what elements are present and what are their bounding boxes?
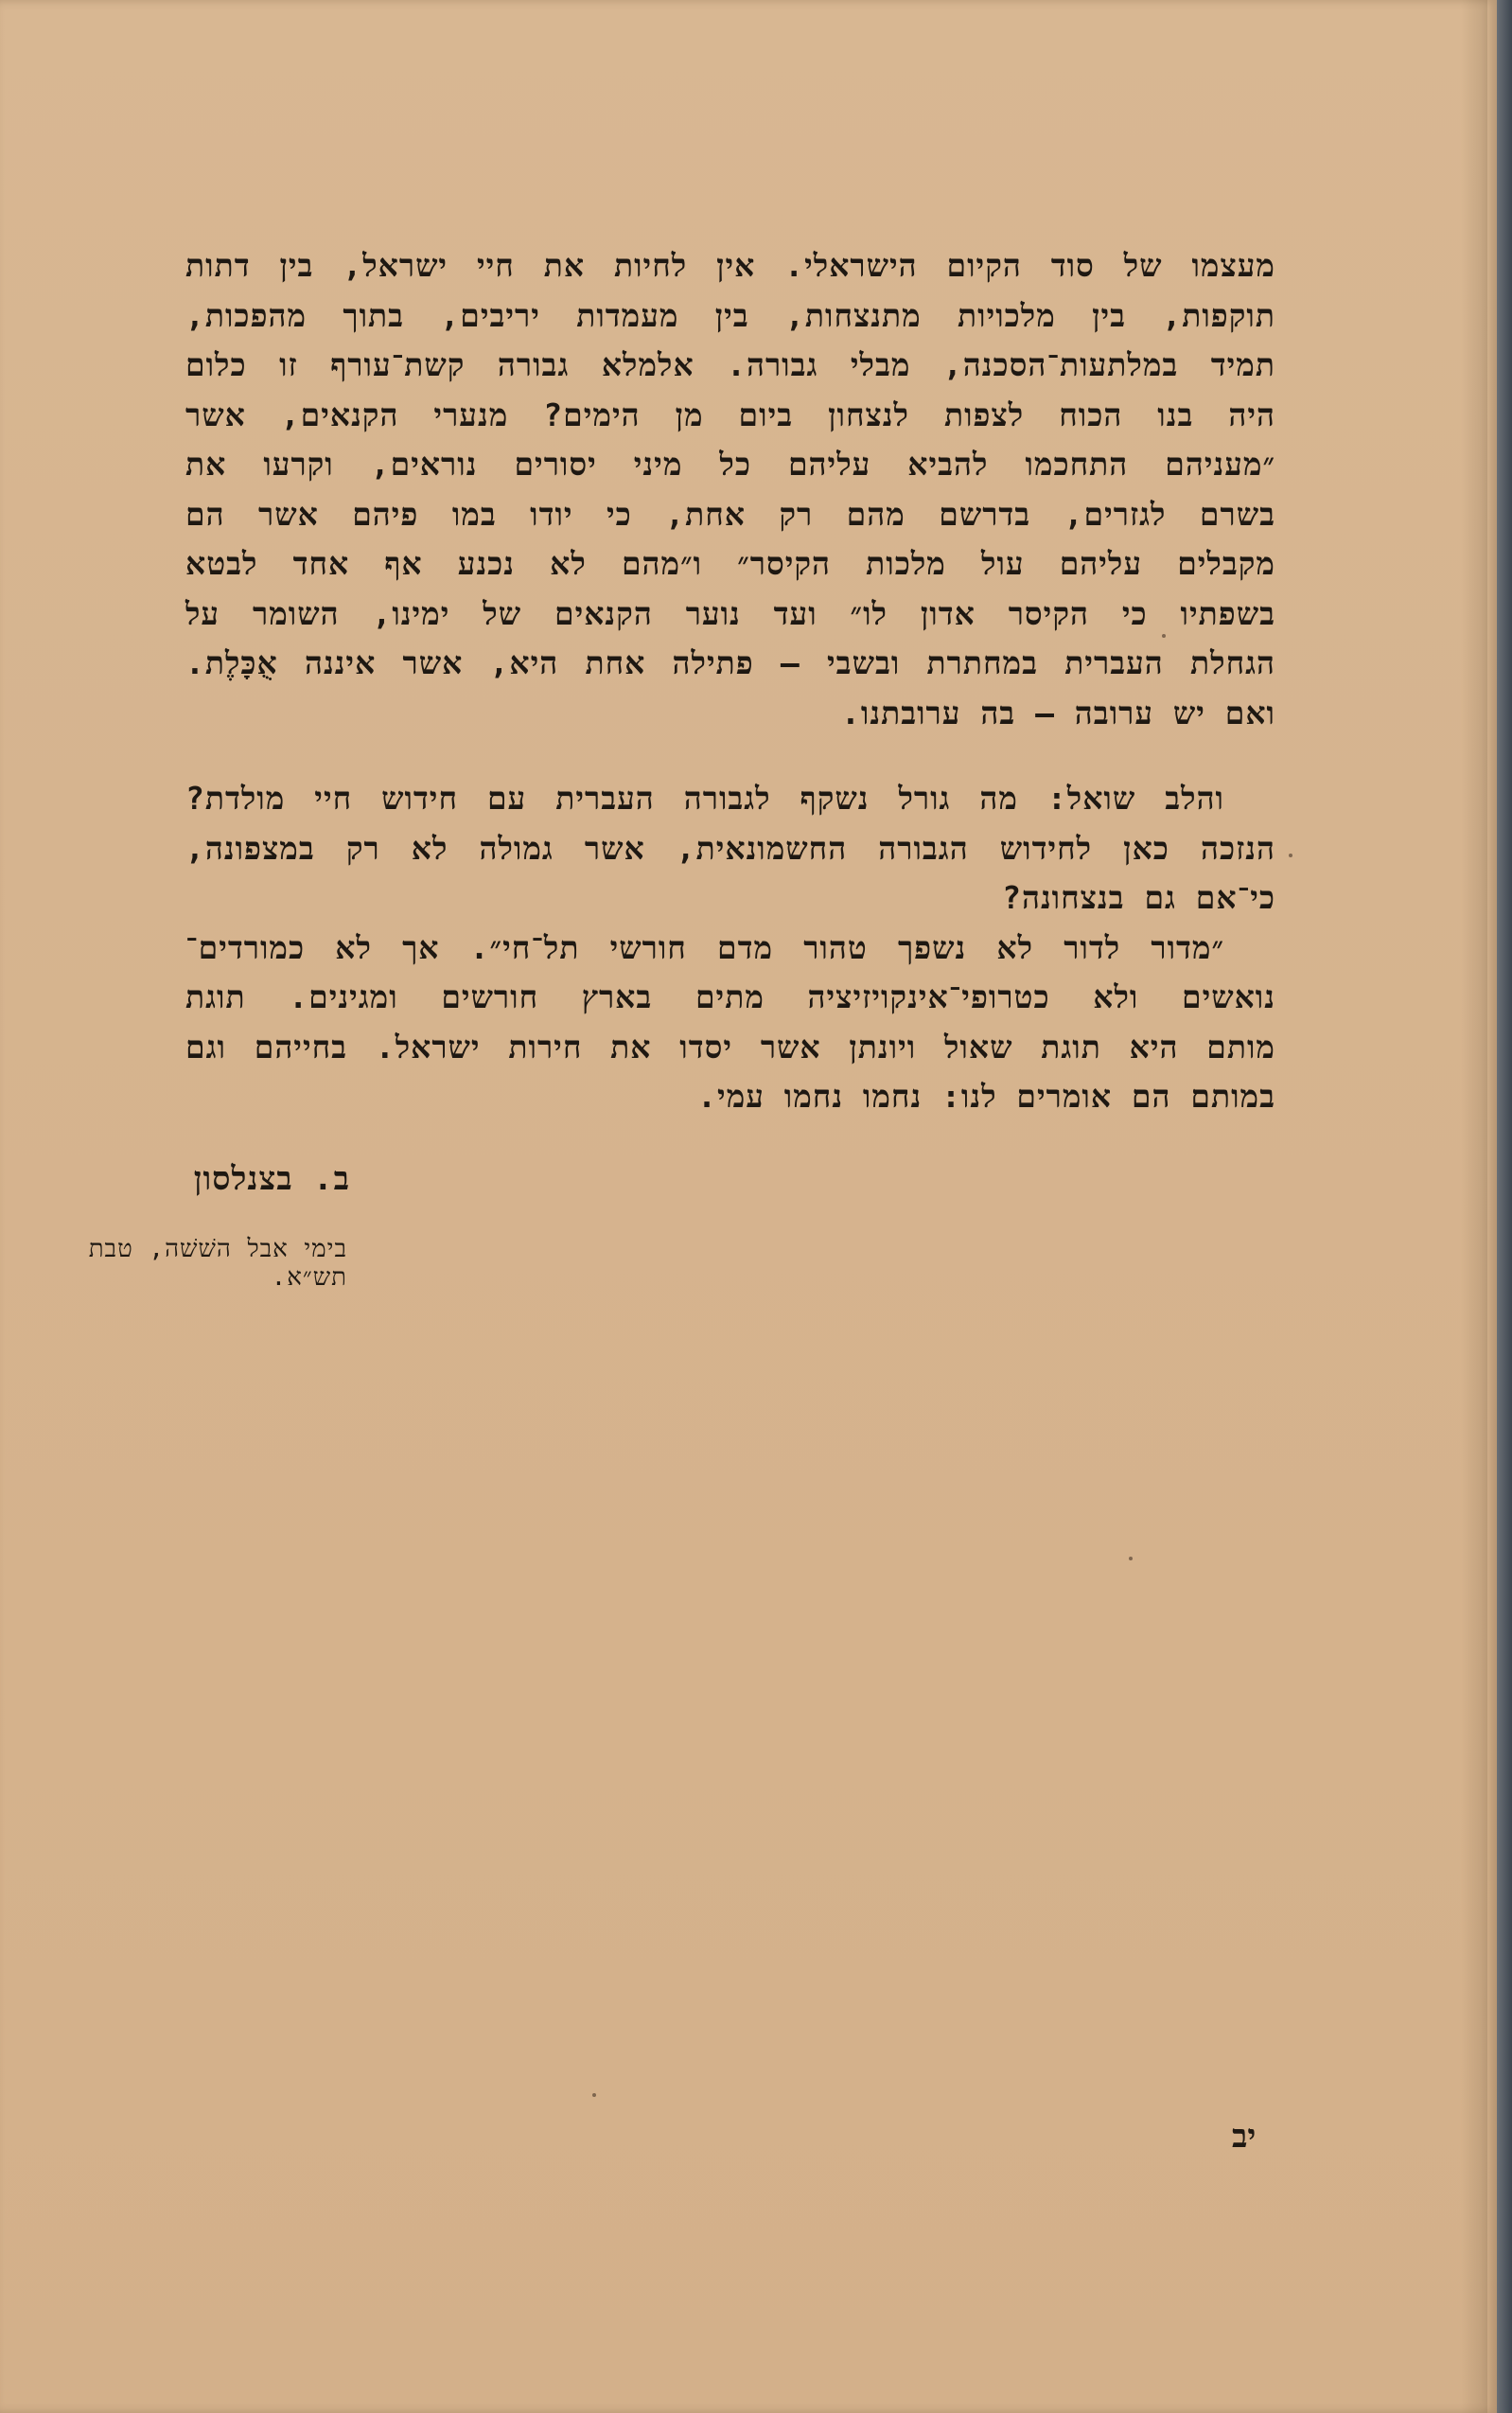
text-line: מותם היא תוגת שאול ויונתן אשר יסדו את חירות ישראל. בחייהם וגם <box>185 1028 1275 1066</box>
book-cover-edge <box>1497 0 1512 2413</box>
text-line: הגחלת העברית במחתרת ובשבי — פתילה אחת היא, אשר איננה אֻכָּלֶת. <box>185 644 1275 681</box>
text-line: במותם הם אומרים לנו: נחמו נחמו עמי. <box>697 1078 1275 1115</box>
body-text <box>185 241 1275 1122</box>
page-number: יב <box>1232 2118 1257 2156</box>
text-line: מעצמו של סוד הקיום הישראלי. אין לחיות את חיי ישראל, בין דתות <box>185 247 1275 284</box>
page-shadow <box>1461 0 1487 2413</box>
paper-speck <box>1162 634 1166 638</box>
text-line: ״מדור לדור לא נשפך טהור מדם חורשי תל־חי״. אך לא כמורדים־ <box>185 928 1224 966</box>
text-line: תוקפות, בין מלכויות מתנצחות, בין מעמדות יריבים, בתוך מהפכות, <box>185 296 1275 334</box>
text-line: והלב שואל: מה גורל נשקף לגבורה העברית עם חידוש חיי מולדת? <box>185 780 1224 817</box>
text-line: מקבלים עליהם עול מלכות הקיסר״ ו״מהם לא נכנע אף אחד לבטא <box>185 545 1275 582</box>
text-line: תמיד במלתעות־הסכנה, מבלי גבורה. אלמלא גבורה קשת־עורף זו כלום <box>185 346 1275 383</box>
paragraph-3 <box>185 924 1275 1122</box>
text-line: נואשים ולא כטרופי־אינקויזיציה מתים בארץ חורשים ומגינים. תוגת <box>185 978 1275 1015</box>
paper-speck <box>592 2093 596 2097</box>
text-line: בשפתיו כי הקיסר אדון לו״ ועד נוער הקנאים של ימינו, השומר על <box>185 594 1275 632</box>
text-line: כי־אם גם בנצחונה? <box>1002 879 1275 916</box>
text-line: היה בנו הכוח לצפות לנצחון ביום מן הימים? מנערי הקנאים, אשר <box>185 396 1275 433</box>
paragraph-1 <box>185 241 1275 738</box>
paragraph-2 <box>185 774 1275 924</box>
author-signature: ב. בצנלסון <box>193 1160 350 1198</box>
paragraph-gap <box>185 738 1275 774</box>
text-line: ואם יש ערובה — בה ערובתנו. <box>841 694 1275 731</box>
paper-speck <box>1129 1557 1133 1560</box>
text-line: בשרם לגזרים, בדרשם מהם רק אחת, כי יודו במו פיהם אשר הם <box>185 495 1275 533</box>
text-line: הנזכה כאן לחידוש הגבורה החשמונאית, אשר גמולה לא רק במצפונה, <box>185 829 1275 867</box>
paper-speck <box>1289 854 1292 857</box>
dateline: בימי אבל השׁשׁה, טבת תש״א. <box>88 1235 347 1292</box>
text-line: ״מעניהם התחכמו להביא עליהם כל מיני יסורים נוראים, וקרעו את <box>185 446 1275 483</box>
